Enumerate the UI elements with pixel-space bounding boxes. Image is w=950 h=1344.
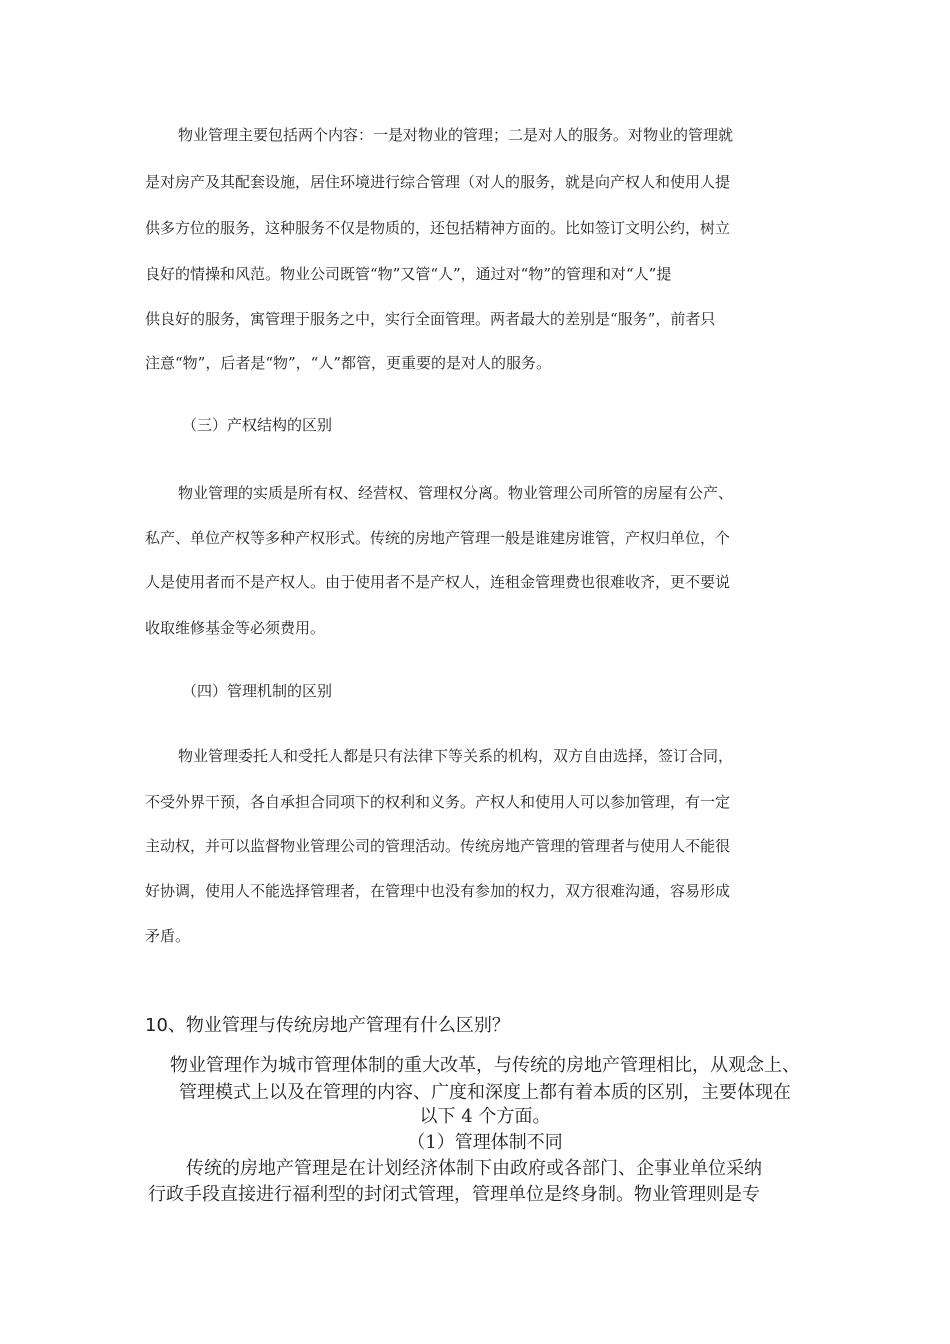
paragraph-line: 物业管理委托人和受托人都是只有法律下等关系的机构，双方自由选择，签订合同，: [178, 747, 734, 765]
paragraph-line: 是对房产及其配套设施，居住环境进行综合管理（对人的服务，就是向产权人和使用人提: [145, 173, 731, 191]
paragraph-line: 不受外界干预，各自承担合同项下的权利和义务。产权人和使用人可以参加管理，有一定: [145, 793, 731, 811]
paragraph-line: 矛盾。: [145, 927, 191, 945]
paragraph-line: 注意“物”，后者是“物”，“人”都管，更重要的是对人的服务。: [145, 354, 552, 372]
intro-line: 物业管理作为城市管理体制的重大改革，与传统的房地产管理相比，从观念上、: [170, 1055, 800, 1076]
section-heading: （三）产权结构的区别: [182, 416, 333, 434]
paragraph-line: 人是使用者而不是产权人。由于使用者不是产权人，连租金管理费也很难收齐，更不要说: [145, 573, 731, 591]
sub-heading: （1）管理体制不同: [407, 1132, 563, 1153]
paragraph-line: 供多方位的服务，这种服务不仅是物质的，还包括精神方面的。比如签订文明公约，树立: [145, 219, 731, 237]
paragraph-line: 主动权，并可以监督物业管理公司的管理活动。传统房地产管理的管理者与使用人不能很: [145, 837, 731, 855]
paragraph-line: 私产、单位产权等多种产权形式。传统的房地产管理一般是谁建房谁管，产权归单位，个: [145, 529, 731, 547]
body-line: 行政手段直接进行福利型的封闭式管理，管理单位是终身制。物业管理则是专: [148, 1184, 760, 1205]
paragraph-line: 供良好的服务，寓管理于服务之中，实行全面管理。两者最大的差别是“服务”，前者只: [145, 310, 716, 328]
paragraph-line: 物业管理主要包括两个内容：一是对物业的管理；二是对人的服务。对物业的管理就: [178, 126, 734, 144]
paragraph-line: 物业管理的实质是所有权、经营权、管理权分离。物业管理公司所管的房屋有公产、: [178, 484, 734, 502]
paragraph-line: 好协调，使用人不能选择管理者，在管理中也没有参加的权力，双方很难沟通，容易形成: [145, 882, 731, 900]
paragraph-line: 良好的情操和风范。物业公司既管“物”又管“人”，通过对“物”的管理和对“人”提: [145, 265, 672, 283]
body-line: 传统的房地产管理是在计划经济体制下由政府或各部门、企事业单位采纳: [186, 1158, 762, 1179]
intro-line: 以下 4 个方面。: [419, 1106, 551, 1127]
question-title: 10、物业管理与传统房地产管理有什么区别？: [145, 1015, 510, 1036]
section-heading: （四）管理机制的区别: [182, 682, 333, 700]
intro-line: 管理模式上以及在管理的内容、广度和深度上都有着本质的区别，主要体现在: [179, 1082, 791, 1103]
paragraph-line: 收取维修基金等必须费用。: [145, 619, 326, 637]
